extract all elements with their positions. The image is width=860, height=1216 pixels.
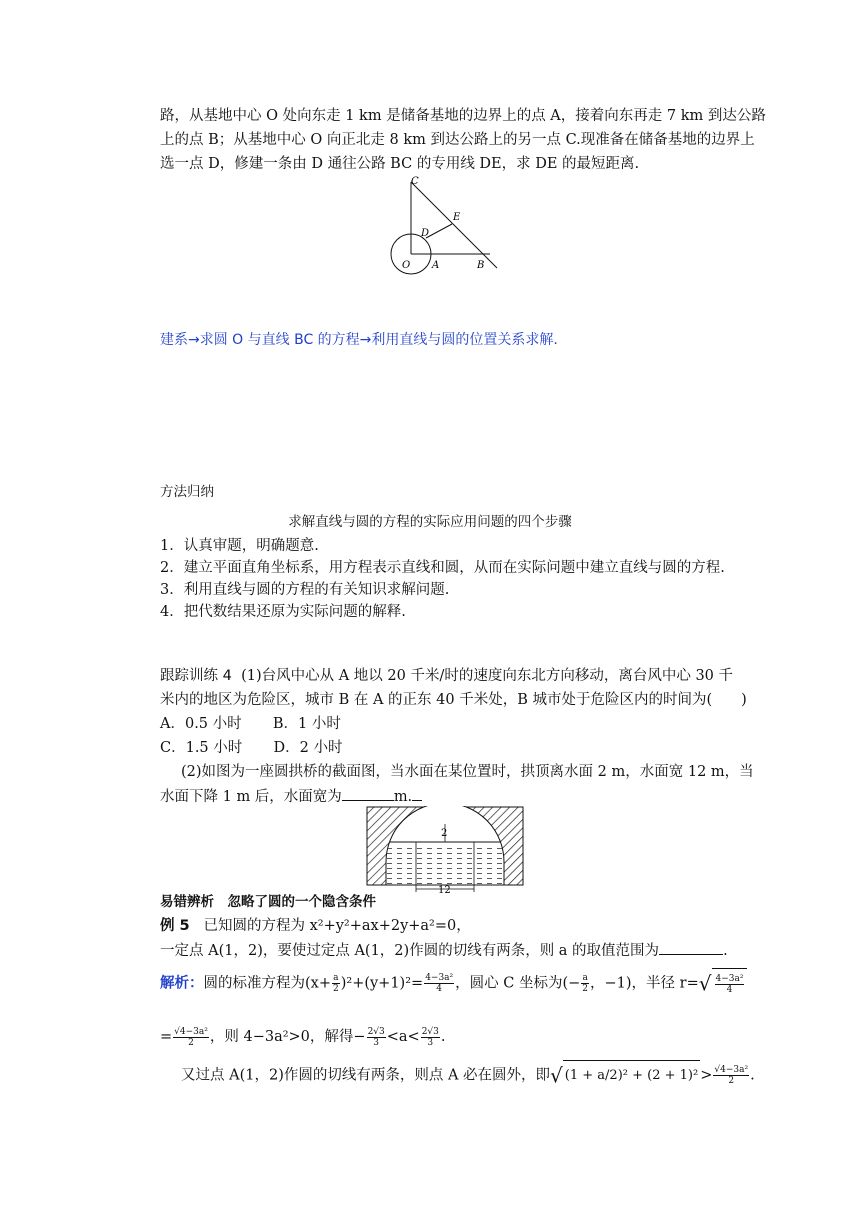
solution-text-2a: = [160, 1029, 173, 1045]
fraction-radius-simplified [173, 1027, 209, 1048]
geometry-figure [385, 172, 510, 278]
water-area [387, 844, 503, 884]
solution-text-3c: . [750, 1067, 755, 1084]
option-b: B．1 小时 [272, 716, 341, 732]
label-a: A [432, 260, 440, 271]
solution-line-2 [160, 1022, 446, 1052]
solution-line-1 [160, 968, 747, 999]
label-width: 12 [438, 885, 451, 894]
example-label: 例 5 [160, 918, 190, 934]
fraction-upper-bound [421, 1027, 440, 1048]
example-text-2-pre: 一定点 A(1，2)，要使过定点 A(1，2)作圆的切线有两条，则 a 的取值范围为 [160, 943, 660, 959]
solution-text-3a: 又过点 A(1，2)作圆的切线有两条，则点 A 必在圆外，即 [181, 1067, 551, 1084]
solution-line-3 [181, 1060, 755, 1091]
fraction-denominator: 3 [427, 1037, 434, 1048]
solution-text-1b: )²+(y+1)²= [340, 975, 424, 992]
fraction-numerator: √4−3a² [714, 1065, 749, 1075]
fraction-denominator: 3 [373, 1037, 380, 1048]
solution-text-1a: 圆的标准方程为(x+ [203, 975, 331, 992]
practice-label: 跟踪训练 4 [160, 668, 232, 684]
fraction-r-squared [424, 973, 454, 994]
error-heading: 易错辨析 忽略了圆的一个隐含条件 [160, 894, 376, 910]
radical-sign: √ [698, 971, 712, 996]
solution-label: 解析： [160, 975, 204, 992]
problem-line-3: 选一点 D，修建一条由 D 通往公路 BC 的专用线 DE，求 DE 的最短距离. [160, 156, 640, 172]
method-step-2: 2．建立平面直角坐标系，用方程表示直线和圆，从而在实际问题中建立直线与圆的方程. [160, 560, 725, 576]
fraction-denominator: 4 [726, 984, 733, 995]
fraction-numerator: a [582, 973, 588, 983]
options-row-2 [160, 738, 342, 758]
answer-blank [342, 786, 394, 801]
fraction-a-over-2 [332, 973, 340, 994]
practice-q2-line-2 [160, 786, 422, 807]
fraction-denominator: 2 [582, 984, 589, 994]
method-heading: 方法归纳 [160, 484, 214, 500]
problem-line-1: 路，从基地中心 O 处向东走 1 km 是储备基地的边界上的点 A，接着向东再走 7 km 到达公路 [160, 108, 766, 124]
label-c: C [411, 176, 419, 187]
fraction-denominator: 2 [188, 1037, 194, 1048]
fraction-numerator: 4−3a² [715, 973, 744, 984]
fraction-denominator: 2 [728, 1076, 735, 1086]
radical-sign: √ [550, 1063, 563, 1088]
solution-hint: 建系→求圆 O 与直线 BC 的方程→利用直线与圆的位置关系求解. [160, 332, 558, 348]
solution-text-2c: <a< [386, 1029, 420, 1045]
problem-line-2: 上的点 B；从基地中心 O 向正北走 8 km 到达公路上的另一点 C.现准备在储备基地的边界上 [160, 132, 755, 148]
fraction-numerator: 2√3 [421, 1026, 439, 1037]
solution-text-3b: > [700, 1067, 713, 1084]
solution-text-1c: ，圆心 C 坐标为(− [455, 975, 581, 992]
option-a: A．0.5 小时 [160, 716, 242, 732]
fraction-denominator: 2 [332, 984, 339, 994]
fraction-numerator: √4−3a² [174, 1026, 208, 1037]
range-blank [659, 940, 723, 955]
practice-q2-text-pre: 水面下降 1 m 后，水面宽为 [160, 789, 342, 805]
solution-text-2b: ，则 4−3a²>0，解得− [209, 1029, 366, 1045]
method-step-4: 4．把代数结果还原为实际问题的解释. [160, 604, 406, 620]
practice-q2-text-post: m. [393, 789, 413, 805]
practice-q1-line-1 [160, 666, 733, 686]
fraction-numerator: 2√3 [367, 1026, 385, 1037]
practice-q1-text-1: (1)台风中心从 A 地以 20 千米/时的速度向东北方向移动，离台风中心 30 千 [241, 668, 734, 684]
example-line-2 [160, 940, 728, 961]
example-line-1 [160, 916, 471, 936]
label-o: O [402, 260, 411, 271]
distance-radical: (1 + a/2)² + (2 + 1)² [563, 1060, 700, 1091]
example-text-1: 已知圆的方程为 x²+y²+ax+2y+a²=0， [203, 918, 471, 934]
fraction-numerator: a [333, 973, 339, 983]
method-step-3: 3．利用直线与圆的方程的有关知识求解问题. [160, 582, 450, 598]
example-text-2-post: . [723, 943, 728, 959]
label-b: B [477, 260, 485, 271]
practice-q2-line-1: (2)如图为一座圆拱桥的截面图，当水面在某位置时，拱顶离水面 2 m，水面宽 12 m，当 [181, 764, 754, 780]
radius-radical [712, 968, 748, 999]
options-row-1 [160, 714, 341, 734]
label-d: D [421, 228, 430, 239]
fraction-center-x [581, 973, 589, 994]
fraction-radius [715, 974, 745, 995]
label-height: 2 [441, 828, 448, 839]
option-d: D．2 小时 [273, 740, 343, 756]
solution-text-2d: . [440, 1029, 446, 1045]
fraction-denominator: 4 [436, 984, 443, 994]
method-title: 求解直线与圆的方程的实际应用问题的四个步骤 [288, 514, 572, 530]
fraction-numerator: 4−3a² [425, 973, 454, 983]
solution-text-1d: ，−1)，半径 r= [590, 975, 699, 992]
label-e: E [453, 212, 461, 223]
method-step-1: 1．认真审题，明确题意. [160, 538, 319, 554]
road-bc [411, 182, 497, 268]
fraction-radius-compare [713, 1065, 749, 1086]
practice-q1-line-2: 米内的地区为危险区，城市 B 在 A 的正东 40 千米处，B 城市处于危险区内的时间为( ) [160, 692, 747, 708]
arch-bridge-figure [366, 806, 524, 894]
fraction-lower-bound [367, 1027, 386, 1048]
option-c: C．1.5 小时 [160, 740, 243, 756]
segment-de [426, 224, 452, 238]
